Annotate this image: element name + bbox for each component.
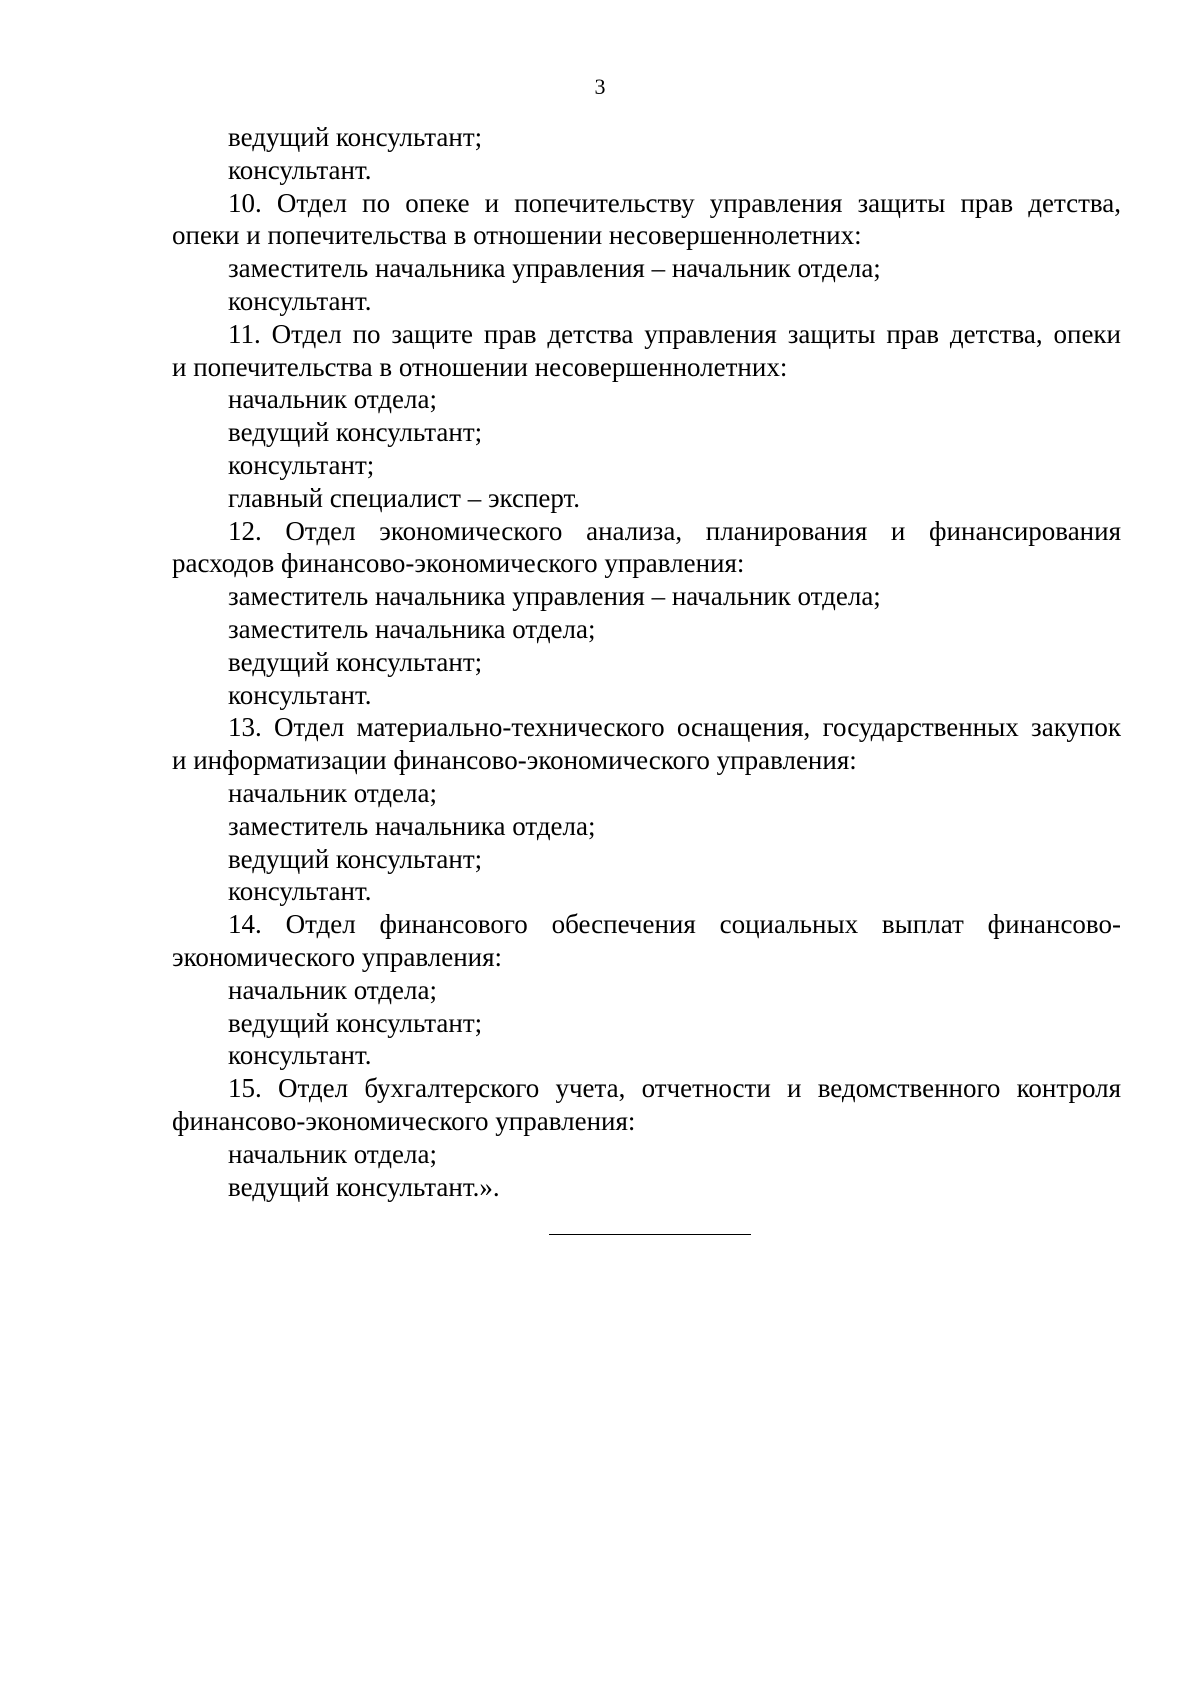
section-heading-continuation: экономического управления: bbox=[172, 941, 503, 972]
section-heading-continuation: опеки и попечительства в отношении несовершеннолетних: bbox=[172, 220, 862, 251]
list-item: ведущий консультант; bbox=[228, 122, 483, 152]
list-item: консультант; bbox=[228, 449, 375, 480]
section-10 bbox=[172, 187, 1121, 318]
section-15 bbox=[172, 1072, 1121, 1203]
end-of-document-rule bbox=[549, 1234, 751, 1235]
list-item: начальник отдела; bbox=[228, 384, 437, 415]
list-item: ведущий консультант; bbox=[228, 1007, 483, 1038]
list-item: консультант. bbox=[228, 285, 372, 316]
list-item: ведущий консультант.». bbox=[228, 1171, 500, 1202]
list-item: консультант. bbox=[228, 876, 372, 907]
section-heading-continuation: финансово-экономического управления: bbox=[172, 1105, 636, 1136]
section-heading-continuation: и попечительства в отношении несовершеннолетних: bbox=[172, 351, 788, 382]
section-11 bbox=[172, 318, 1121, 515]
list-item: заместитель начальника отдела; bbox=[228, 810, 596, 841]
list-item: начальник отдела; bbox=[228, 1138, 437, 1169]
list-item: заместитель начальника управления – начальник отдела; bbox=[228, 253, 881, 284]
section-heading: 11. Отдел по защите прав детства управления защиты прав детства, опеки bbox=[228, 318, 1121, 349]
list-item: ведущий консультант; bbox=[228, 646, 483, 677]
section-heading: 14. Отдел финансового обеспечения социальных выплат финансово- bbox=[228, 909, 1121, 940]
list-item: начальник отдела; bbox=[228, 974, 437, 1005]
section-13 bbox=[172, 711, 1121, 908]
section-heading: 15. Отдел бухгалтерского учета, отчетности и ведомственного контроля bbox=[228, 1073, 1121, 1104]
list-item: ведущий консультант; bbox=[228, 843, 483, 874]
section-14 bbox=[172, 908, 1121, 1072]
list-item: консультант. bbox=[228, 1040, 372, 1071]
list-item: ведущий консультант; bbox=[228, 417, 483, 448]
list-item: главный специалист – эксперт. bbox=[228, 482, 581, 513]
document-body bbox=[172, 121, 1121, 1203]
section-heading: 13. Отдел материально-технического оснащения, государственных закупок bbox=[228, 712, 1121, 743]
list-item: заместитель начальника отдела; bbox=[228, 613, 596, 644]
section-heading-continuation: расходов финансово-экономического управления: bbox=[172, 548, 745, 579]
list-item: консультант. bbox=[228, 154, 372, 185]
section-heading: 12. Отдел экономического анализа, планирования и финансирования bbox=[228, 515, 1121, 546]
section-12 bbox=[172, 515, 1121, 712]
section-heading: 10. Отдел по опеке и попечительству управления защиты прав детства, bbox=[228, 187, 1121, 218]
section-heading-continuation: и информатизации финансово-экономического управления: bbox=[172, 745, 857, 776]
list-item: заместитель начальника управления – начальник отдела; bbox=[228, 581, 881, 612]
page-number: 3 bbox=[594, 74, 606, 99]
list-item: консультант. bbox=[228, 679, 372, 710]
list-item: начальник отдела; bbox=[228, 777, 437, 808]
